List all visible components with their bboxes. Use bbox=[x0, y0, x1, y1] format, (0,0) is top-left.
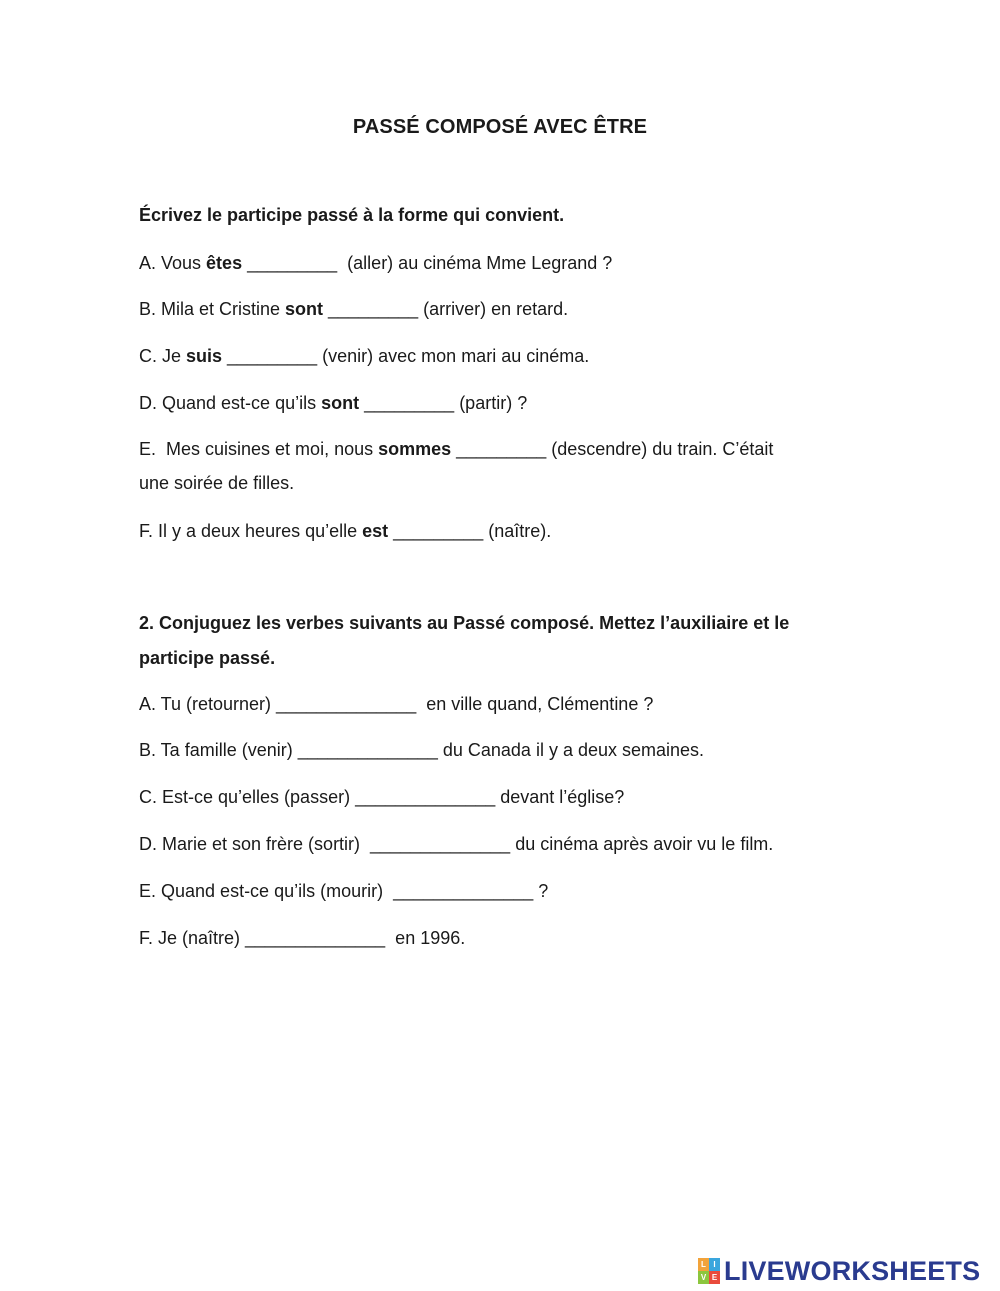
exercise1-item-c: C. Je suis _________ (venir) avec mon mari au cinéma. bbox=[139, 346, 590, 366]
exercise1-item-e-continued: une soirée de filles. bbox=[139, 473, 295, 493]
section1-instruction: Écrivez le participe passé à la forme qui convient. bbox=[139, 205, 565, 225]
exercise2-item-b: B. Ta famille (venir) ______________ du Canada il y a deux semaines. bbox=[139, 740, 705, 760]
liveworksheets-logo bbox=[698, 1254, 980, 1288]
exercise2-item-f: F. Je (naître) ______________ en 1996. bbox=[139, 928, 466, 948]
exercise1-item-b: B. Mila et Cristine sont _________ (arriver) en retard. bbox=[139, 299, 569, 319]
exercise2-item-e: E. Quand est-ce qu’ils (mourir) ______________ ? bbox=[139, 881, 549, 901]
exercise2-item-a: A. Tu (retourner) ______________ en ville quand, Clémentine ? bbox=[139, 694, 654, 714]
exercise2-item-c: C. Est-ce qu’elles (passer) ______________ devant l’église? bbox=[139, 787, 625, 807]
logo-blocks-icon: L I V E bbox=[698, 1258, 720, 1284]
logo-text: LIVEWORKSHEETS bbox=[724, 1255, 981, 1286]
section2-instruction-line2: participe passé. bbox=[139, 648, 276, 668]
exercise2-item-d: D. Marie et son frère (sortir) ______________ du cinéma après avoir vu le film. bbox=[139, 834, 774, 854]
exercise1-item-f: F. Il y a deux heures qu’elle est _________ (naître). bbox=[139, 521, 552, 541]
exercise1-item-a: A. Vous êtes _________ (aller) au cinéma Mme Legrand ? bbox=[139, 253, 613, 273]
exercise1-item-e: E. Mes cuisines et moi, nous sommes _________ (descendre) du train. C’était bbox=[139, 439, 774, 459]
page-title: PASSÉ COMPOSÉ AVEC ÊTRE bbox=[352, 116, 648, 138]
section2-instruction-line1: 2. Conjuguez les verbes suivants au Passé composé. Mettez l’auxiliaire et le bbox=[139, 613, 790, 633]
exercise1-item-d: D. Quand est-ce qu’ils sont _________ (partir) ? bbox=[139, 393, 528, 413]
